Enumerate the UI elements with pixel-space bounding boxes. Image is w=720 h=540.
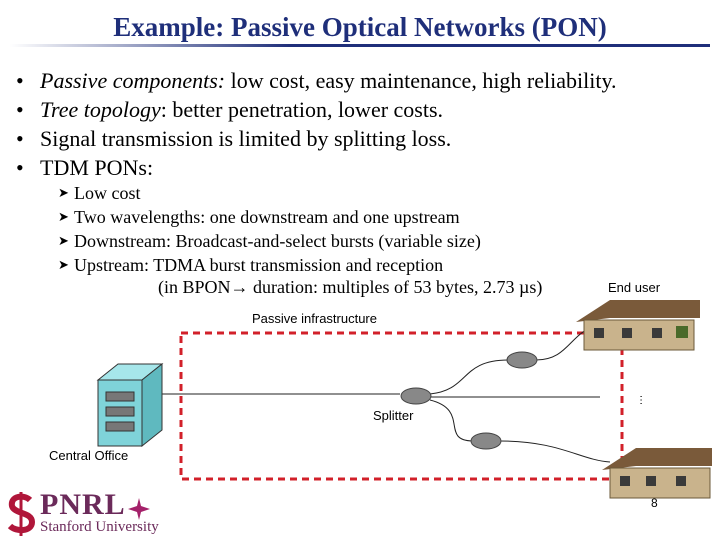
dollar-sign-icon [4, 490, 40, 538]
drop-fiber-lower [500, 441, 610, 462]
bullet-lead: Passive components: [40, 68, 226, 93]
logo-institution: Stanford University [40, 519, 159, 535]
sub-item: ➤ Downstream: Broadcast-and-select bursts (variable size) [58, 231, 481, 251]
bullet-text: TDM PONs: [40, 155, 154, 180]
bullet-dot: • [16, 97, 24, 122]
more-users-ellipsis: … [637, 394, 650, 406]
splitter-label: Splitter [373, 408, 414, 423]
bullet-list [16, 66, 716, 182]
slide-title: Example: Passive Optical Networks (PON) [113, 12, 607, 42]
splitter-icon [471, 433, 501, 449]
central-office-icon [98, 364, 162, 446]
logo-name: PNRL [40, 488, 126, 521]
splitter-icon [507, 352, 537, 368]
house-icon [602, 448, 712, 498]
arrow-bullet-icon: ➤ [58, 185, 69, 200]
bullet-dot: • [16, 155, 24, 180]
branch-fiber-lower [430, 400, 472, 441]
bullet-item [16, 95, 716, 124]
arrow-bullet-icon: ➤ [58, 209, 69, 224]
arrow-bullet-icon: ➤ [58, 257, 69, 272]
starburst-icon [128, 498, 150, 520]
bullet-dot: • [16, 68, 24, 93]
bullet-dot: • [16, 126, 24, 151]
bullet-text: Signal transmission is limited by splitting loss. [40, 126, 452, 151]
bullet-item [16, 153, 716, 182]
bullet-item [16, 66, 716, 95]
sub-item: ➤ Upstream: TDMA burst transmission and reception [58, 255, 444, 275]
end-user-label: End user [608, 280, 661, 295]
branch-fiber-upper [430, 360, 508, 394]
title-underline [10, 44, 710, 47]
splitter-icon [401, 388, 431, 404]
sub-item: ➤ Low cost [58, 183, 141, 203]
bullet-text: : better penetration, lower costs. [160, 97, 444, 122]
passive-infrastructure-label: Passive infrastructure [252, 311, 377, 326]
sub-item-continuation: (in BPON→ duration: multiples of 53 bytes, 2.73 µs) [158, 277, 543, 297]
bullet-text: low cost, easy maintenance, high reliability. [225, 68, 617, 93]
house-icon [576, 300, 700, 350]
arrow-bullet-icon: ➤ [58, 233, 69, 248]
page-number: 8 [651, 496, 658, 510]
bullet-item [16, 124, 716, 153]
sub-item: ➤ Two wavelengths: one downstream and one upstream [58, 207, 460, 227]
central-office-label: Central Office [49, 448, 129, 463]
bullet-lead: Tree topology [40, 97, 161, 122]
sub-bullet-list [58, 181, 698, 277]
